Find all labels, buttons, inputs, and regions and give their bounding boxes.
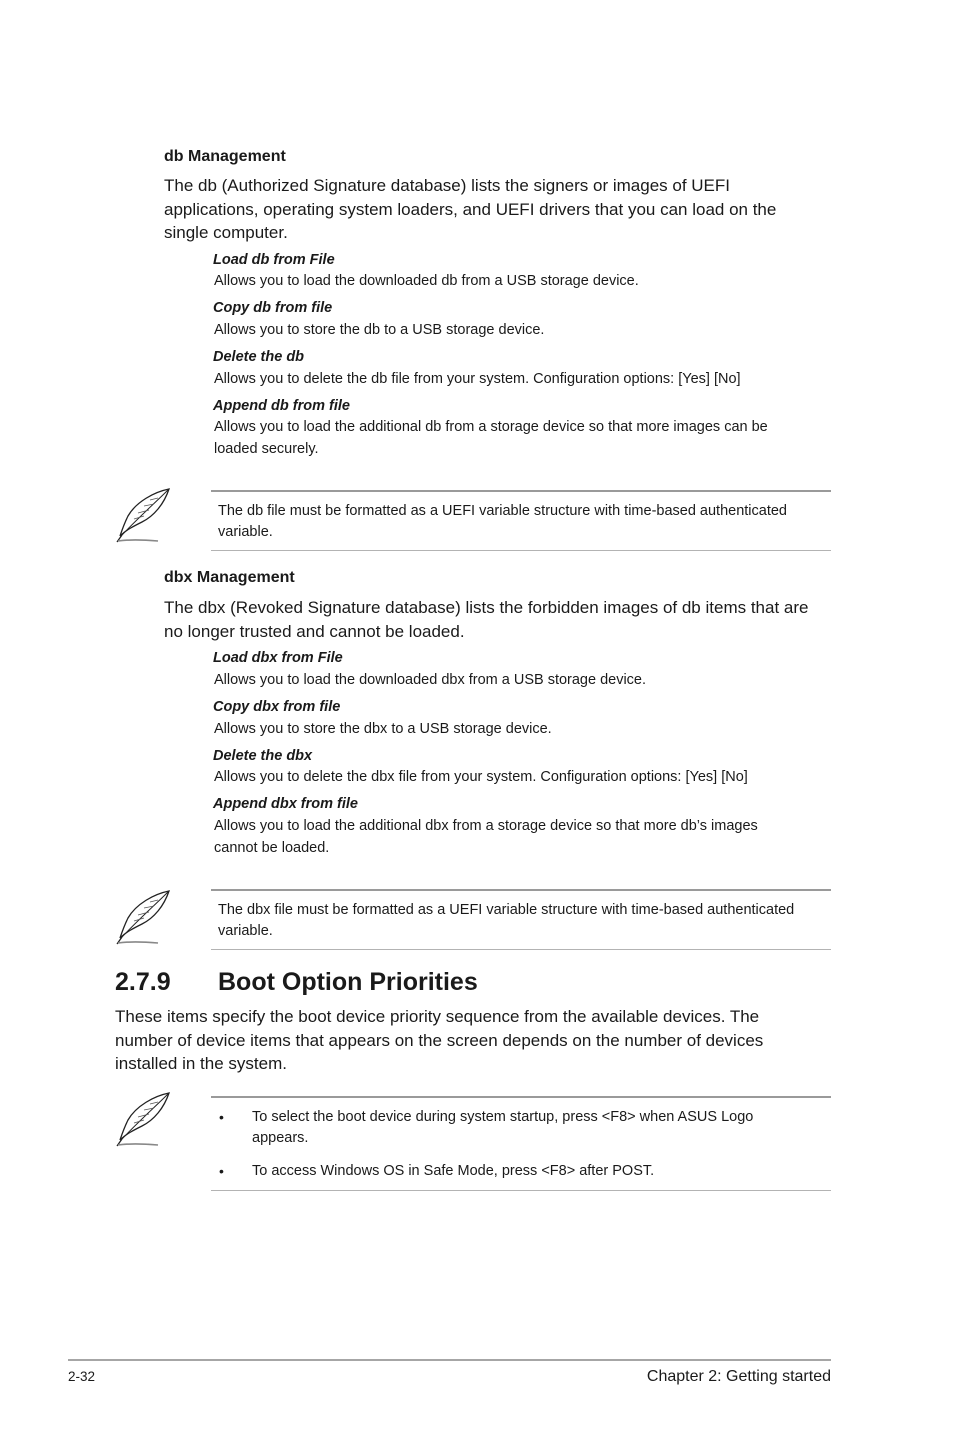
load-dbx-from-file-title: Load dbx from File [213, 650, 343, 666]
dbx-management-intro [164, 596, 808, 643]
feather-quill-icon [114, 1090, 174, 1148]
footer-chapter-title: Chapter 2: Getting started [646, 1368, 831, 1385]
section-title: Boot Option Priorities [218, 968, 478, 996]
db-note-bottom-rule [211, 550, 831, 551]
dbx-note-line: variable. [218, 922, 273, 939]
db-intro-line: applications, operating system loaders, and UEFI drivers that you can load on the [164, 199, 777, 219]
boot-section-intro [115, 1005, 763, 1076]
append-db-desc-line: Allows you to load the additional db from a storage device so that more images can be [214, 419, 768, 435]
dbx-note-bottom-rule [211, 949, 831, 950]
footer-rule [68, 1359, 831, 1361]
db-note-text [218, 501, 787, 542]
copy-db-from-file-desc: Allows you to store the db to a USB storage device. [214, 322, 545, 338]
boot-intro-line: number of device items that appears on the screen depends on the number of devices [115, 1030, 764, 1050]
boot-note-bottom-rule [211, 1190, 831, 1191]
bullet-line: To select the boot device during system startup, press <F8> when ASUS Logo [252, 1109, 754, 1125]
db-intro-line: The db (Authorized Signature database) lists the signers or images of UEFI [164, 176, 731, 195]
append-dbx-desc-line: Allows you to load the additional dbx from a storage device so that more db’s images [214, 818, 758, 834]
page-number: 2-32 [68, 1369, 96, 1384]
section-number: 2.7.9 [115, 968, 171, 996]
dbx-note-line: The dbx file must be formatted as a UEFI variable structure with time-based authenticated [218, 902, 795, 918]
copy-dbx-from-file-desc: Allows you to store the dbx to a USB storage device. [214, 721, 552, 737]
bullet-line: To access Windows OS in Safe Mode, press <F8> after POST. [252, 1163, 655, 1179]
append-db-from-file-desc [214, 416, 768, 460]
db-note-line: The db file must be formatted as a UEFI variable structure with time-based authenticated [218, 503, 787, 519]
boot-intro-line: These items specify the boot device priority sequence from the available devices. The [115, 1007, 760, 1026]
boot-intro-line: installed in the system. [115, 1054, 287, 1073]
db-note-line: variable. [218, 523, 273, 540]
bullet-marker: • [219, 1163, 224, 1179]
append-dbx-from-file-desc [214, 815, 758, 859]
dbx-intro-line: no longer trusted and cannot be loaded. [164, 621, 465, 641]
bullet-line: appears. [252, 1129, 309, 1146]
db-management-intro [164, 174, 776, 245]
append-db-from-file-title: Append db from file [213, 398, 350, 414]
bullet-marker: • [219, 1109, 224, 1125]
boot-note-bullet-1 [252, 1107, 753, 1148]
db-intro-line: single computer. [164, 223, 288, 242]
feather-quill-icon [114, 486, 174, 544]
delete-the-dbx-title: Delete the dbx [213, 748, 313, 764]
append-db-desc-line: loaded securely. [214, 441, 319, 457]
load-dbx-from-file-desc: Allows you to load the downloaded dbx from a USB storage device. [214, 672, 647, 688]
dbx-management-heading: dbx Management [164, 569, 295, 586]
copy-dbx-from-file-title: Copy dbx from file [213, 699, 341, 715]
delete-the-db-title: Delete the db [213, 349, 305, 365]
dbx-note-top-rule [211, 889, 831, 891]
feather-quill-icon [114, 888, 174, 946]
dbx-note-text [218, 900, 794, 941]
boot-note-top-rule [211, 1096, 831, 1098]
load-db-from-file-title: Load db from File [213, 252, 335, 268]
append-dbx-desc-line: cannot be loaded. [214, 840, 330, 856]
boot-note-bullet-2 [252, 1161, 654, 1182]
copy-db-from-file-title: Copy db from file [213, 300, 333, 316]
delete-the-db-desc: Allows you to delete the db file from your system. Configuration options: [Yes] [No] [214, 371, 741, 387]
load-db-from-file-desc: Allows you to load the downloaded db from a USB storage device. [214, 273, 639, 289]
dbx-intro-line: The dbx (Revoked Signature database) lists the forbidden images of db items that are [164, 598, 809, 617]
delete-the-dbx-desc: Allows you to delete the dbx file from your system. Configuration options: [Yes] [No] [214, 769, 748, 785]
append-dbx-from-file-title: Append dbx from file [213, 796, 358, 812]
db-management-heading: db Management [164, 148, 286, 165]
db-note-top-rule [211, 490, 831, 492]
